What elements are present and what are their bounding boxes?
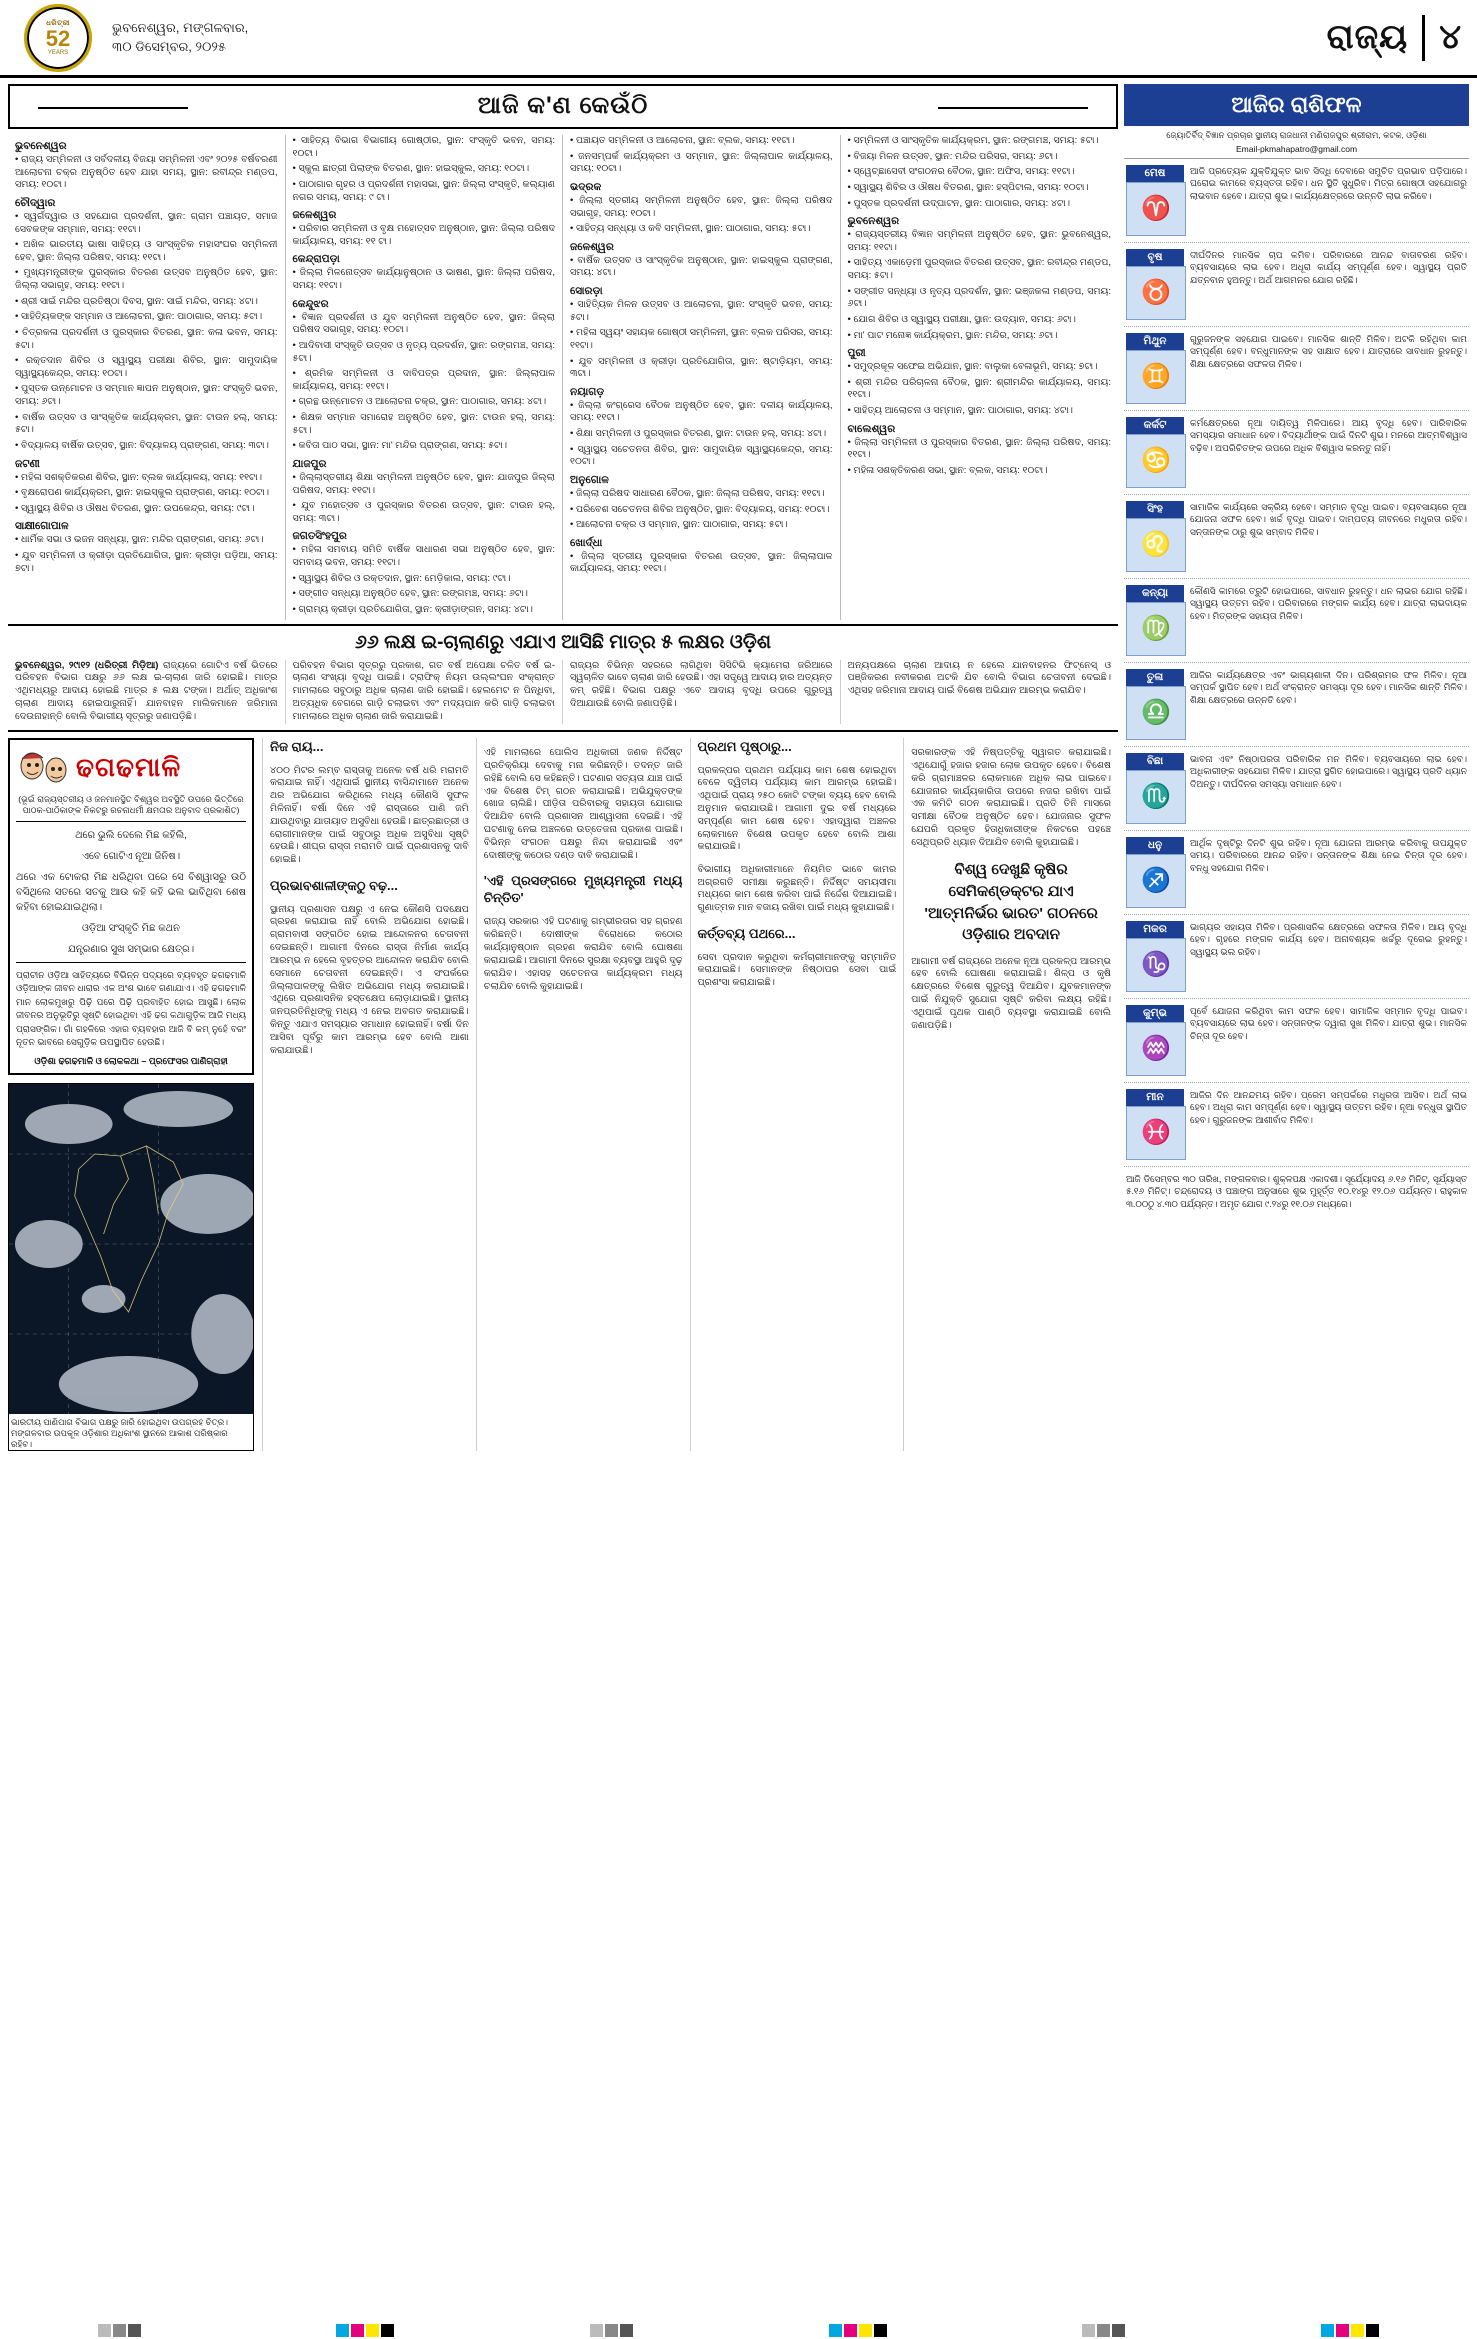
event-city-heading: ଖୋର୍ଦ୍ଧା [570, 536, 603, 549]
zodiac-icon: ♍ [1126, 602, 1186, 656]
event-entry: • ଗ୍ରାମ୍ୟ କ୍ରୀଡ଼ା ପ୍ରତିଯୋଗିତା, ସ୍ଥାନ: କ୍ରୀଡ଼ାଙ୍ଗନ, ସମୟ: ୪ଟା। [292, 603, 533, 615]
horoscope-sign-row [1124, 1083, 1469, 1167]
event-city-heading: ପୁରୀ [847, 347, 866, 360]
event-city-heading: ଜଳେଶ୍ୱର [292, 209, 337, 222]
lower-column-2 [477, 738, 691, 1451]
zodiac-icon: ♌ [1126, 518, 1186, 572]
sign-name: ମିଥୁନ [1126, 333, 1184, 350]
horoscope-sign-row [1124, 159, 1469, 243]
cartoon-line-4: ଓଡ଼ିଆ ସଂସ୍କୃତି ମିଛ କଥନ [81, 922, 181, 934]
event-entry: • ପରିବେଶ ସଚେତନତା ଶିବିର ଅନୁଷ୍ଠିତ, ସ୍ଥାନ: ବିଦ୍ୟାଳୟ, ସମୟ: ୧୦ଟା। [570, 503, 830, 515]
event-city-heading: ସୋରଡ଼ା [570, 285, 603, 297]
event-entry: • ସାହିତ୍ୟ ସନ୍ଧ୍ୟା ଓ କବି ସମ୍ମିଳନୀ, ସ୍ଥାନ: ପାଠାଗାର, ସମୟ: ୫ଟା। [570, 223, 811, 235]
sign-prediction: ଆଜିର କାର୍ଯ୍ୟକ୍ଷେତ୍ର ଏବଂ ଭାଗ୍ୟଶାଳୀ ଦିନ। ପରିଶ୍ରମର ଫଳ ମିଳିବ। ନୂଆ ସମ୍ପର୍କ ସ୍ଥାପିତ ହେବ। ଅର୍ଥ ସଂକ୍ରାନ୍ତ ସମସ୍ୟା ଦୂର ହେବ। ମାନସିକ ଶାନ୍ତି ମିଳିବ। ଶିକ୍ଷା କ୍ଷେତ୍ରରେ ଉନ୍ନତି ହେବ। [1190, 669, 1467, 705]
event-city-heading: ଭୁବନେଶ୍ୱର [847, 215, 900, 228]
event-entry: • ଜିଲ୍ଲା ସ୍ତରୀୟ ପୁରସ୍କାର ବିତରଣ ଉତ୍ସବ, ସ୍ଥାନ: ଜିଲ୍ଲାପାଳ କାର୍ଯ୍ୟାଳୟ, ସମୟ: ୧୧ଟା। [570, 550, 833, 575]
event-entry: • ଜନସମ୍ପର୍କ କାର୍ଯ୍ୟକ୍ରମ ଓ ସମ୍ମାନ, ସ୍ଥାନ: ଜିଲ୍ଲାପାଳ କାର୍ଯ୍ୟାଳୟ, ସମୟ: ୧୦ଟା। [570, 150, 833, 175]
event-entry: • କବିତା ପାଠ ସଭା, ସ୍ଥାନ: ମା' ମନ୍ଦିର ପ୍ରାଙ୍ଗଣ, ସମୟ: ୫ଟା। [292, 440, 508, 452]
event-entry: • ଗ୍ରନ୍ଥ ଉନ୍ମୋଚନ ଓ ଆଲୋଚନା ଚକ୍ର, ସ୍ଥାନ: ପାଠାଗାର, ସମୟ: ୪ଟା। [292, 396, 547, 408]
event-entry: • ମୁଖ୍ୟମନ୍ତ୍ରୀଙ୍କ ପୁରସ୍କାର ବିତରଣ ଉତ୍ସବ ଅନୁଷ୍ଠିତ ହେବ, ସ୍ଥାନ: ଜିଲ୍ଲା ସଭାଗୃହ, ସମୟ: ୧୧ଟା। [15, 267, 278, 291]
event-entry: • ଶ୍ରୀ ମନ୍ଦିର ପରିଚାଳନା ବୈଠକ, ସ୍ଥାନ: ଶ୍ରୀମନ୍ଦିର କାର୍ଯ୍ୟାଳୟ, ସମୟ: ୧୧ଟା। [847, 376, 1111, 401]
sign-name: ତୁଳା [1126, 669, 1184, 686]
sign-badge [1126, 333, 1184, 404]
sign-prediction: ଭାବନା ଏବଂ ନିଷ୍ଠାପରତା ପରିବାରିକ ମନ ମିଳିବ। ବ୍ୟବସାୟରେ ଲାଭ ହେବ। ଅଧିକାରୀଙ୍କ ସହଯୋଗ ମିଳିବ। ଯାତ୍ରା ସ୍ଥଗିତ ହୋଇପାରେ। ସ୍ୱାସ୍ଥ୍ୟ ପ୍ରତି ଧ୍ୟାନ ଦିଅନ୍ତୁ। ଦୀର୍ଘଦିନର ସମସ୍ୟା ସମାଧାନ ହେବ। [1190, 753, 1467, 789]
horoscope-zone [1124, 84, 1469, 1451]
event-city-heading: ଭୁବନେଶ୍ୱର [15, 140, 67, 152]
event-entry: • ସଙ୍ଗୀତ ସନ୍ଧ୍ୟା ଅନୁଷ୍ଠିତ ହେବ, ସ୍ଥାନ: ରଙ୍ଗମଞ୍ଚ, ସମୟ: ୬ଟା। [292, 588, 528, 600]
cartoon-and-satellite-column [8, 738, 263, 1451]
sign-badge [1126, 417, 1184, 488]
events-column [8, 135, 286, 620]
color-swatch [1321, 2324, 1334, 2337]
event-entry: • ମହିଳା ସଶକ୍ତିକରଣ ଶିବିର, ସ୍ଥାନ: ବ୍ଲକ କାର୍ଯ୍ୟାଳୟ, ସମୟ: ୧୧ଟା। [15, 471, 263, 483]
cartoon-line-5: ଯନ୍ତ୍ରଣାର ସୁଖ ସମ୍ଭାର କ୍ଷେତ୍ର। [67, 943, 195, 955]
color-swatch [844, 2324, 857, 2337]
event-entry: • ପାଠାଗାର ଗୃହର ଓ ପ୍ରଦର୍ଶନୀ ମହାସଭା, ସ୍ଥାନ: ଜିଲ୍ଲା ସଂସ୍କୃତି, କଲ୍ୟାଣ ନଗର ସମୟ, ସମୟ: ୯ ଟା। [292, 178, 555, 203]
event-entry: • ସମୁଦ୍ରକୂଳ ସଫେଇ ଅଭିଯାନ, ସ୍ଥାନ: ବାଲୁକା ବେଳାଭୂମି, ସମୟ: ୭ଟା। [847, 361, 1098, 373]
event-entry: • ଆଦିବାସୀ ସଂସ୍କୃତି ଉତ୍ସବ ଓ ନୃତ୍ୟ ପ୍ରଦର୍ଶନ, ସ୍ଥାନ: ରଙ୍ଗମଞ୍ଚ, ସମୟ: ୫ଟା। [292, 339, 555, 364]
event-entry: • ଶିକ୍ଷକ ସମ୍ମାନ ସମାରୋହ ଅନୁଷ୍ଠିତ ହେବ, ସ୍ଥାନ: ଟାଉନ ହଲ୍, ସମୟ: ୫ଟା। [292, 412, 555, 436]
lower-text-columns [263, 738, 1118, 1451]
event-city-heading: ନୟାଗଡ଼ [570, 385, 605, 398]
event-entry: • ପୁସ୍ତକ ପ୍ରଦର୍ଶନୀ ଉଦ୍‌ଘାଟନ, ସ୍ଥାନ: ପାଠାଗାର, ସମୟ: ୪ଟା। [847, 197, 1071, 209]
event-entry: • ଶ୍ରୀ ସାଇଁ ମନ୍ଦିର ପ୍ରତିଷ୍ଠା ଦିବସ, ସ୍ଥାନ: ସାଇଁ ମନ୍ଦିର, ସମୟ: ୪ଟା। [15, 295, 258, 307]
event-entry: • ବିଜୟା ମିଳନ ଉତ୍ସବ, ସ୍ଥାନ: ମନ୍ଦିର ପରିସର, ସମୟ: ୬ଟା। [847, 150, 1058, 162]
swatch-group [336, 2324, 394, 2337]
event-city-heading: ଚୌଦ୍ୱାର [15, 196, 56, 209]
newspaper-logo [10, 6, 106, 70]
logo-top-text: ଧରିତ୍ରୀ [46, 19, 70, 27]
zodiac-icon: ♋ [1126, 434, 1186, 488]
masthead [0, 0, 1477, 78]
sign-prediction: ଆଜିର ଦିନ ଆନନ୍ଦମୟ ରହିବ। ପ୍ରେମ ସମ୍ପର୍କରେ ମଧୁରତା ଆସିବ। ଅର୍ଥ ଲାଭ ହେବ। ଅଧୂରା କାମ ସମ୍ପୂର୍ଣ୍ଣ ହେବ। ସ୍ୱାସ୍ଥ୍ୟ ଉତ୍ତମ ରହିବ। ନୂଆ ବନ୍ଧୁତା ସ୍ଥାପିତ ହେବ। ଗୁରୁଜନଙ୍କ ଆଶୀର୍ବାଦ ମିଳିବ। [1190, 1089, 1467, 1125]
event-entry: • ସାହିତ୍ୟିକ ମିଳନ ଉତ୍ସବ ଓ ଆଲୋଚନା, ସ୍ଥାନ: ସଂସ୍କୃତି ଭବନ, ସମୟ: ୫ଟା। [570, 299, 833, 323]
event-city-heading: ଜଗତସିଂହପୁର [292, 530, 347, 543]
satellite-caption: ଭାରତୀୟ ପାଣିପାଗ ବିଭାଗ ପକ୍ଷରୁ ଜାରି ହୋଇଥିବା ଉପଗ୍ରହ ଚିତ୍ର। ମଙ୍ଗଳବାର ଉପକୂଳ ଓଡ଼ିଶାର ଅଧିକାଂଶ ସ୍ଥାନରେ ଆକାଶ ପରିଷ୍କାର ରହିବ। [11, 1416, 229, 1449]
event-entry: • ରକ୍ତଦାନ ଶିବିର ଓ ସ୍ୱାସ୍ଥ୍ୟ ପରୀକ୍ଷା ଶିବିର, ସ୍ଥାନ: ସାମୁଦାୟିକ ସ୍ୱାସ୍ଥ୍ୟକେନ୍ଦ୍ର, ସମୟ: ୧୦ଟା। [15, 355, 278, 379]
horoscope-sign-row [1124, 411, 1469, 495]
sign-name: କନ୍ୟା [1126, 585, 1184, 602]
sign-name: ବିଛା [1126, 753, 1184, 770]
masthead-date: ୩୦ ଡିସେମ୍ବର, ୨୦୨୫ [112, 38, 227, 54]
lower-col3-head3: କର୍ତ୍ତବ୍ୟ ପଥରେ... [697, 925, 796, 941]
color-swatch [381, 2324, 394, 2337]
event-entry: • ରାଜ୍ୟସ୍ତରୀୟ ବିଜ୍ଞାନ ସମ୍ମିଳନୀ ଅନୁଷ୍ଠିତ ହେବ, ସ୍ଥାନ: ଭୁବନେଶ୍ୱର, ସମୟ: ୧୧ଟା। [847, 229, 1111, 253]
sign-name: ମକର [1126, 921, 1184, 938]
sign-prediction: ଭାଗ୍ୟର ସହାୟତା ମିଳିବ। ପ୍ରଶାସନିକ କ୍ଷେତ୍ରରେ ସଫଳତା ମିଳିବ। ଆୟ ବୃଦ୍ଧି ହେବ। ଗୃହରେ ମଙ୍ଗଳ କାର୍ଯ୍ୟ ହେବ। ଅନାବଶ୍ୟକ ଖର୍ଚ୍ଚରୁ ଦୂରେଇ ରୁହନ୍ତୁ। ସ୍ୱାସ୍ଥ୍ୟ ଭଲ ରହିବ। [1190, 921, 1467, 957]
lower-col3-text3: ସେବା ପ୍ରଦାନ କରୁଥିବା କର୍ମଚାରୀମାନଙ୍କୁ ସମ୍ମାନିତ କରାଯାଇଛି। ସେମାନଙ୍କ ନିଷ୍ଠାପର ସେବା ପାଇଁ ପ୍ରଶଂସା କରାଯାଇଛି। [697, 951, 897, 989]
event-entry: • ରାଜ୍ୟ ସମ୍ମିଳନୀ ଓ ସର୍ବଦଳୀୟ ବିଜୟା ସମ୍ମିଳନୀ ଏବଂ ୨୦୨୫ ବର୍ଷବରଣୀ ଆଲୋଚନା ଚକ୍ର ଅନୁଷ୍ଠିତ ହେବ ଯାହା ସମୟ, ସ୍ଥାନ: ରବୀନ୍ଦ୍ର ମଣ୍ଡପ, ସମୟ: ୧୦ଟା। [15, 154, 278, 191]
lower-col3-text: ପ୍ରକଳ୍ପର ପ୍ରଥମ ପର୍ଯ୍ୟାୟ କାମ ଶେଷ ହୋଇଥିବା ବେଳେ ଦ୍ୱିତୀୟ ପର୍ଯ୍ୟାୟ କାମ ଆରମ୍ଭ ହୋଇଛି। ଏଥିପାଇଁ ପ୍ରାୟ ୨୫୦ କୋଟି ଟଙ୍କା ବ୍ୟୟ ହେବ ବୋଲି ଅନୁମାନ କରାଯାଉଛି। ଆଗାମୀ ଦୁଇ ବର୍ଷ ମଧ୍ୟରେ ସମ୍ପୂର୍ଣ୍ଣ କାମ ଶେଷ ହେବ। ଏହାଦ୍ୱାରା ଅଞ୍ଚଳର ଲୋକମାନେ ବିଶେଷ ଉପକୃତ ହେବେ ବୋଲି ଆଶା କରାଯାଉଛି। [697, 764, 897, 853]
event-entry: • ବିଜ୍ଞାନ ପ୍ରଦର୍ଶନୀ ଓ ଯୁବ ସମ୍ମିଳନୀ ଅନୁଷ୍ଠିତ ହେବ, ସ୍ଥାନ: ଜିଲ୍ଲା ପରିଷଦ ସଭାଗୃହ, ସମୟ: ୧୦ଟା। [292, 311, 555, 336]
masthead-place: ଭୁବନେଶ୍ୱର, ମଙ୍ଗଳବାର, [112, 19, 249, 35]
color-swatch [874, 2324, 887, 2337]
event-entry: • ପୁସ୍ତକ ଉନ୍ମୋଚନ ଓ ସମ୍ମାନ ଜ୍ଞାପନ ଅନୁଷ୍ଠାନ, ସ୍ଥାନ: ସଂସ୍କୃତି ଭବନ, ସମୟ: ୬ଟା। [15, 383, 278, 407]
event-entry: • ସାହିତ୍ୟ ବିଭାଗ ବିଭାଗୀୟ ଗୋଷ୍ଠୀର, ସ୍ଥାନ: ସଂସ୍କୃତି ଭବନ, ସମୟ: ୧୦ଟା। [292, 135, 555, 159]
lower-col4-text: ସରକାରଙ୍କ ଏହି ନିଷ୍ପତ୍ତିକୁ ସ୍ୱାଗତ କରାଯାଇଛି। ଏଥିଯୋଗୁଁ ହଜାର ହଜାର ଲୋକ ଉପକୃତ ହେବେ। ବିଶେଷ କରି ଗ୍ରାମାଞ୍ଚଳର ଲୋକମାନେ ଅଧିକ ଲାଭ ପାଇବେ। ଯୋଜନାର କାର୍ଯ୍ୟକାରିତା ଉପରେ ନଜର ରଖିବା ପାଇଁ ଏକ କମିଟି ଗଠନ କରାଯାଇଛି। ପ୍ରତି ତିନି ମାସରେ ସମୀକ୍ଷା ବୈଠକ ଅନୁଷ୍ଠିତ ହେବ। ଯୋଜନାର ସୁଫଳ ଯେପରି ପ୍ରକୃତ ହିତାଧିକାରୀଙ୍କ ନିକଟରେ ପହଞ୍ଚେ ସେଥିପ୍ରତି ଧ୍ୟାନ ଦିଆଯିବ ବୋଲି କୁହାଯାଇଛି। [911, 747, 1111, 848]
lower-column-1 [263, 738, 477, 1451]
zodiac-icon: ♊ [1126, 350, 1186, 404]
event-entry: • ଧାର୍ମିକ ସଭା ଓ ଭଜନ ସନ୍ଧ୍ୟା, ସ୍ଥାନ: ମନ୍ଦିର ପ୍ରାଙ୍ଗଣ, ସମୟ: ୬ଟା। [15, 534, 264, 546]
sign-prediction: କର୍ମକ୍ଷେତ୍ରରେ ନୂଆ ଦାୟିତ୍ୱ ମିଳିପାରେ। ଆୟ ବୃଦ୍ଧି ହେବ। ପାରିବାରିକ ସମସ୍ୟାର ସମାଧାନ ହେବ। ବିଦ୍ୟାର୍ଥୀଙ୍କ ପାଇଁ ଦିନଟି ଶୁଭ। ମନରେ ଆତ୍ମବିଶ୍ୱାସ ବଢ଼ିବ। ଅପରିଚିତଙ୍କ ଉପରେ ଅଧିକ ବିଶ୍ୱାସ କରନ୍ତୁ ନାହିଁ। [1190, 417, 1467, 453]
sign-prediction: ପୂର୍ବେ ଯୋଜନା କରିଥିବା କାମ ସଫଳ ହେବ। ସାମାଜିକ ସମ୍ମାନ ବୃଦ୍ଧି ପାଇବ। ବ୍ୟବସାୟରେ ଲାଭ ହେବ। ସନ୍ତାନଙ୍କ ଦ୍ୱାରା ସୁଖ ମିଳିବ। ଯାତ୍ରା ଶୁଭ। ମାନସିକ ଚିନ୍ତା ଦୂର ହେବ। [1190, 1005, 1467, 1041]
events-banner-title: ଆଜି କ'ଣ କେଉଁଠି [477, 92, 649, 119]
sign-name: ଧନୁ [1126, 837, 1184, 854]
satellite-image-block [8, 1083, 254, 1451]
events-listing [8, 135, 1118, 626]
zodiac-icon: ♒ [1126, 1022, 1186, 1076]
horoscope-sign-row [1124, 999, 1469, 1083]
zodiac-icon: ♏ [1126, 770, 1186, 824]
section-title: ରାଜ୍ୟ [1326, 18, 1409, 56]
color-swatch [366, 2324, 379, 2337]
events-banner [8, 84, 1118, 129]
event-city-heading: ବାଲେଶ୍ୱର [847, 422, 896, 435]
mid-story-dateline: ଭୁବନେଶ୍ୱର, ୨୯ା୧୨ (ଧରିତ୍ରୀ ମିଡ଼ିଆ) [15, 659, 159, 671]
zodiac-icon: ♐ [1126, 854, 1186, 908]
event-entry: • ମା' ପାଟ ମନୋଜ୍ଞ କାର୍ଯ୍ୟକ୍ରମ, ସ୍ଥାନ: ମନ୍ଦିର, ସମୟ: ୬ଟା। [847, 329, 1058, 341]
horoscope-sign-row [1124, 831, 1469, 915]
page-number: ୪ [1439, 18, 1461, 56]
event-entry: • ସ୍ୱାସ୍ଥ୍ୟ ଶିବିର ଓ ଔଷଧ ବିତରଣ, ସ୍ଥାନ: ହସ୍ପିଟାଲ, ସମୟ: ୧୦ଟା। [847, 181, 1089, 193]
cartoon-illustration [16, 746, 70, 790]
mid-story-col-2: ପରିବହନ ବିଭାଗ ସୂତ୍ରରୁ ପ୍ରକାଶ, ଗତ ବର୍ଷ ଅପେକ୍ଷା ଚଳିତ ବର୍ଷ ଇ-ଚାଲାଣ ସଂଖ୍ୟା ବୃଦ୍ଧି ପାଇଛି। ଟ୍ରାଫିକ୍ ନିୟମ ଉଲ୍ଲଂଘନ ସଂକ୍ରାନ୍ତ ମାମଲାରେ ସବୁଠାରୁ ଅଧିକ ଚାଲାଣ ଜାରି ହୋଇଛି। ହେଲମେଟ ନ ପିନ୍ଧିବା, ଅତ୍ୟଧିକ ବେଗରେ ଗାଡ଼ି ଚଲାଇବା ଏବଂ ମଦ୍ୟପାନ କରି ଗାଡ଼ି ଚଲାଇବା ମାମଲାରେ ଅଧିକ ଚାଲାଣ ଜାରି କରାଯାଇଛି। [286, 660, 564, 724]
event-entry: • ପରିବାର ସମ୍ମିଳନୀ ଓ ବୃକ୍ଷ ମହୋତ୍ସବ ଅନୁଷ୍ଠାନ, ସ୍ଥାନ: ଜିଲ୍ଲା ପରିଷଦ କାର୍ଯ୍ୟାଳୟ, ସମୟ: ୧୧ ଟା। [292, 223, 555, 247]
event-entry: • ସ୍କୁଲ ଛାତ୍ରୀ ପିଲାଙ୍କ ବିତରଣ, ସ୍ଥାନ: ହାଇସ୍କୁଲ, ସମୟ: ୧୦ଟା। [292, 163, 530, 175]
zodiac-icon: ♓ [1126, 1106, 1186, 1160]
mid-story-para-1: ରାଜ୍ୟରେ ଗୋଟିଏ ବର୍ଷ ଭିତରେ ପରିବହନ ବିଭାଗ ପକ୍ଷରୁ ୬୬ ଲକ୍ଷ ଇ-ଚାଲାଣ ଜାରି ହୋଇଛି। ମାତ୍ର ଏଥିମଧ୍ୟରୁ ଆଦାୟ ହୋଇଛି ମାତ୍ର ୫ ଲକ୍ଷ ଟଙ୍କା। ଅର୍ଥାତ୍ ଅଧିକାଂଶ ଚାଲାଣ ଆଦାୟ ହୋଇପାରୁନାହିଁ। ଯାନବାହନ ମାଲିକମାନେ ଜରିମାନା ଦେଉନାହାନ୍ତି ବୋଲି ବିଭାଗୀୟ ସୂତ୍ରରୁ ଜଣାପଡ଼ିଛି। [15, 659, 278, 722]
sign-name: ମୀନ [1126, 1089, 1184, 1106]
lower-col1-text: ୪୦୦ ମିଟର ଲମ୍ବ ରାସ୍ତାକୁ ଅନେକ ବର୍ଷ ଧରି ମରାମତି କରାଯାଇ ନାହିଁ। ଏଥିପାଇଁ ସ୍ଥାନୀୟ ବାସିନ୍ଦାମାନେ ଅନେକ ଥର ଅଭିଯୋଗ କରିଥିଲେ ମଧ୍ୟ କୌଣସି ସୁଫଳ ମିଳିନାହିଁ। ବର୍ଷା ଦିନେ ଏହି ରାସ୍ତାରେ ପାଣି ଜମି ଯାଉଥିବାରୁ ଯାତାୟାତ ଅସୁବିଧା ହେଉଛି। ଛାତ୍ରଛାତ୍ରୀ ଓ ରୋଗୀମାନଙ୍କ ପାଇଁ ସବୁଠାରୁ ଅଧିକ ଅସୁବିଧା ସୃଷ୍ଟି ହେଉଛି। ଶୀଘ୍ର ରାସ୍ତା ମରାମତି ପାଇଁ ପ୍ରଶାସନକୁ ଦାବି ହୋଇଛି। [270, 764, 469, 866]
zodiac-icon: ♉ [1126, 266, 1186, 320]
color-swatch [859, 2324, 872, 2337]
event-city-heading: କେନ୍ଦୁଝର [292, 297, 329, 310]
mid-story-col-4: ଅନ୍ୟପକ୍ଷରେ ଚାଲାଣ ଆଦାୟ ନ ହେଲେ ଯାନବାହନର ଫିଟ୍‌ନେସ୍ ଓ ପଞ୍ଜିକରଣ ନବୀକରଣ ଅଟକି ଯିବ ବୋଲି ବିଭାଗ ଚେତାବନୀ ଦେଇଛି। ଏଥିସହ ଜରିମାନା ଆଦାୟ ପାଇଁ ବିଶେଷ ଅଭିଯାନ ଆରମ୍ଭ କରାଯିବ। [847, 659, 1111, 697]
sign-badge [1126, 837, 1184, 908]
masthead-place-date [112, 19, 248, 57]
event-entry: • ଚିତ୍ରକଳା ପ୍ରଦର୍ଶନୀ ଓ ପୁରସ୍କାର ବିତରଣ, ସ୍ଥାନ: କଳା ଭବନ, ସମୟ: ୫ଟା। [15, 326, 278, 351]
event-entry: • ସାହିତ୍ୟ ଆଲୋଚନା ଓ ସମ୍ମାନ, ସ୍ଥାନ: ପାଠାଗାର, ସମୟ: ୪ଟା। [847, 405, 1073, 416]
event-entry: • ଜିଲ୍ଲାସ୍ତରୀୟ ଶିକ୍ଷା ସମ୍ମିଳନୀ ଅନୁଷ୍ଠିତ ହେବ, ସ୍ଥାନ: ଯାଜପୁର ଜିଲ୍ଲା ପରିଷଦ, ସମୟ: ୧୧ଟା। [292, 471, 555, 496]
dhaga-dhamali-box [8, 738, 254, 1075]
panchanga-footer: ଆଜି ଡିସେମ୍ବର ୩୦ ତାରିଖ, ମଙ୍ଗଳବାର। ଶୁକ୍ଳପକ୍ଷ ଏକାଦଶୀ। ସୂର୍ଯ୍ୟୋଦୟ ୬.୧୬ ମିନିଟ୍, ସୂର୍ଯ୍ୟାସ୍ତ ୫.୧୬ ମିନିଟ୍। ଚନ୍ଦ୍ରୋଦୟ ଓ ପଞ୍ଚାଙ୍ଗ ଅନୁସାରେ ଶୁଭ ମୁହୂର୍ତ୍ତ ୧୦.୧୪ରୁ ୧୨.୦୬ ପର୍ଯ୍ୟନ୍ତ। ରାହୁକାଳ ୩.୦୦ଠୁ ୪.୩୦ ପର୍ଯ୍ୟନ୍ତ। ଅମୃତ ଯୋଗ ୯.୨୪ରୁ ୧୧.୦୬ ମଧ୍ୟରେ। [1126, 1173, 1467, 1209]
satellite-image [9, 1084, 253, 1414]
mid-story-col-3: ରାଜ୍ୟର ବିଭିନ୍ନ ସହରରେ ଲାଗିଥିବା ସିସିଟିଭି କ୍ୟାମେରା ଜରିଆରେ ସ୍ୱଚାଳିତ ଭାବେ ଚାଲାଣ ଜାରି ହେଉଛି। ଏହା ସତ୍ତ୍ୱେ ଆଦାୟ ହାର ଅତ୍ୟନ୍ତ କମ୍ ରହିଛି। ବିଭାଗ ପକ୍ଷରୁ ଏବେ ଆଦାୟ ବୃଦ୍ଧି ଉପରେ ଗୁରୁତ୍ୱ ଦିଆଯାଉଛି ବୋଲି ଜଣାପଡ଼ିଛି। [563, 660, 841, 724]
horoscope-sign-row [1124, 915, 1469, 999]
sign-prediction: ଗୁରୁଜନଙ୍କ ସହଯୋଗ ପାଇବେ। ମାନସିକ ଶାନ୍ତି ମିଳିବ। ଅଟକି ରହିଥିବା କାମ ସମ୍ପୂର୍ଣ୍ଣ ହେବ। ବନ୍ଧୁମାନଙ୍କ ସହ ସାକ୍ଷାତ ହେବ। ଯାତ୍ରାରେ ସାବଧାନ ରୁହନ୍ତୁ। ଶିକ୍ଷା କ୍ଷେତ୍ରରେ ସଫଳତା ମିଳିବ। [1190, 333, 1467, 369]
event-city-heading: ସାକ୍ଷୀଗୋପାଳ [15, 520, 69, 533]
event-city-heading: ଅନୁଗୋଳ [570, 473, 609, 486]
lower-col2-text2: ରାଜ୍ୟ ସରକାର ଏହି ଘଟଣାକୁ ଗମ୍ଭୀରତାର ସହ ଗ୍ରହଣ କରିଛନ୍ତି। ଦୋଷୀଙ୍କ ବିରୋଧରେ କଠୋର କାର୍ଯ୍ୟାନୁଷ୍ଠାନ ଗ୍ରହଣ କରାଯିବ ବୋଲି ଘୋଷଣା କରାଯାଇଛି। ଆଗାମୀ ଦିନରେ ସୁରକ୍ଷା ବ୍ୟବସ୍ଥା ଆହୁରି ଦୃଢ଼ କରାଯିବ। ଏହାସହ ସଚେତନତା କାର୍ଯ୍ୟକ୍ରମ ମଧ୍ୟ ଚଲାଯିବ ବୋଲି କୁହାଯାଇଛି। [483, 916, 683, 992]
lower-col4-text2: ଆଗାମୀ ବର୍ଷ ରାଜ୍ୟରେ ଅନେକ ନୂଆ ପ୍ରକଳ୍ପ ଆରମ୍ଭ ହେବ ବୋଲି ଘୋଷଣା କରାଯାଇଛି। ଶିଳ୍ପ ଓ କୃଷି କ୍ଷେତ୍ରରେ ବିଶେଷ ଗୁରୁତ୍ୱ ଦିଆଯିବ। ଯୁବକମାନଙ୍କ ପାଇଁ ନିଯୁକ୍ତି ସୁଯୋଗ ସୃଷ୍ଟି କରିବା ଲକ୍ଷ୍ୟ ରହିଛି। ଏଥିପାଇଁ ପୃଥକ ପାଣ୍ଠି ବ୍ୟବସ୍ଥା କରାଯାଇଛି ବୋଲି ଜଣାପଡ଼ିଛି। [911, 955, 1111, 1031]
cartoon-line-3: ଥରେ ଏକ ଟୋକରା ମିଛ ଧରିଥିବା ପରେ ସେ ବିଶ୍ୱାସରୁ ଉଠି ବସିଥିଲେ ସତରେ ସତକୁ ଆଉ କହି କହି ଭଲ ଭାବିଥିବା ଶେଷ କହିବା ହୋଇଯାଇଥିଲା। [16, 871, 246, 913]
event-entry: • ଜିଲ୍ଲା ସ୍ତରୀୟ ସମ୍ମିଳନୀ ଅନୁଷ୍ଠିତ ହେବ, ସ୍ଥାନ: ଜିଲ୍ଲା ପରିଷଦ ସଭାଗୃହ, ସମୟ: ୧୦ଟା। [570, 194, 833, 219]
lower-col3-text2: ବିଭାଗୀୟ ଅଧିକାରୀମାନେ ନିୟମିତ ଭାବେ କାମର ଅଗ୍ରଗତି ସମୀକ୍ଷା କରୁଛନ୍ତି। ନିର୍ଦ୍ଦିଷ୍ଟ ସମୟସୀମା ମଧ୍ୟରେ କାମ ଶେଷ କରିବା ପାଇଁ ନିର୍ଦ୍ଦେଶ ଦିଆଯାଇଛି। ଗୁଣାତ୍ମକ ମାନ ବଜାୟ ରଖିବା ପାଇଁ ମଧ୍ୟ କୁହାଯାଇଛି। [697, 863, 897, 914]
swatch-group [98, 2324, 141, 2337]
sign-name: କର୍କଟ [1126, 417, 1184, 434]
horoscope-sign-row [1124, 495, 1469, 579]
sign-badge [1126, 501, 1184, 572]
cartoon-subtitle: (ଭୂଇଁ ରାଜ୍ୟସ୍ତରୀୟ ଓ ଜନମାନସ୍ଥିତ ବିଶ୍ୱର ଅବସ୍ଥିତି ଉପରେ ଭିତ୍ତିରେ ପାଠକ-ପାଠିକାଙ୍କ ନିକଟରୁ ରଚନାଧର୍ମୀ କ୍ଷମତାର ଅନୁବାଦ ପ୍ରକାଶିତ) [18, 793, 244, 815]
sign-prediction: କୌଣସି କାମରେ ତ୍ରୁଟି ହୋଇପାରେ, ସାବଧାନ ରୁହନ୍ତୁ। ଧନ ଲାଭର ଯୋଗ ରହିଛି। ସ୍ୱାସ୍ଥ୍ୟ ଉତ୍ତମ ରହିବ। ପରିବାରରେ ମଙ୍ଗଳ କାର୍ଯ୍ୟ ହେବ। ଯାତ୍ରା ଲାଭଦାୟକ ହେବ। ମିତ୍ରଙ୍କ ସହାୟତା ମିଳିବ। [1190, 585, 1467, 621]
event-entry: • ମହିଳା ସମବାୟ ସମିତି ବାର୍ଷିକ ସାଧାରଣ ସଭା ଅନୁଷ୍ଠିତ ହେବ, ସ୍ଥାନ: ସମବାୟ ଭବନ, ସମୟ: ୧୧ଟା। [292, 544, 555, 568]
event-city-heading: ଭଦ୍ରକ [570, 180, 602, 193]
page-content [0, 78, 1477, 1451]
event-entry: • ଯୁବ ମହୋତ୍ସବ ଓ ପୁରସ୍କାର ବିତରଣ ଉତ୍ସବ, ସ୍ଥାନ: ଟାଉନ ହଲ୍, ସମୟ: ୩ଟା। [292, 500, 555, 524]
horoscope-sign-row [1124, 747, 1469, 831]
event-entry: • ଆଲୋଚନା ଚକ୍ର ଓ ସମ୍ମାନ, ସ୍ଥାନ: ପାଠାଗାର, ସମୟ: ୫ଟା। [570, 519, 788, 531]
horoscope-byline: ଜ୍ୟୋତିର୍ବିଦ୍ ବିଜ୍ଞାନ ପ୍ରଚାର ସ୍ଥାନୀୟ ରାଜଧାନୀ ମଣିରାଜପୁର ଶ୍ରୀରାମ, କଟକ, ଓଡ଼ିଶା [1166, 130, 1427, 140]
event-entry: • ଶିକ୍ଷା ସମ୍ମିଳନୀ ଓ ପୁରସ୍କାର ବିତରଣ, ସ୍ଥାନ: ଟାଉନ ହଲ୍, ସମୟ: ୪ଟା। [570, 428, 827, 439]
event-city-heading: ଜଟଣୀ [15, 457, 40, 470]
lower-column-4 [904, 738, 1118, 1451]
event-entry: • ସ୍ୱାସ୍ଥ୍ୟ ଶିବିର ଓ ରକ୍ତଦାନ, ସ୍ଥାନ: ମେଡ଼ିକାଲ, ସମୟ: ୯ଟା। [292, 572, 511, 584]
logo-years-label: YEARS [47, 49, 69, 56]
cartoon-credit: ଓଡ଼ିଶା ଢଗଢମାଳି ଓ ଲୋକକଥା – ପ୍ରଫେସର ପାଣିଗ୍ରାହୀ [34, 1055, 228, 1066]
sign-prediction: ସାମାଜିକ କାର୍ଯ୍ୟରେ ସକ୍ରିୟ ହେବେ। ସମ୍ମାନ ବୃଦ୍ଧି ପାଇବ। ବ୍ୟବସାୟରେ ନୂଆ ଯୋଜନା ସଫଳ ହେବ। ଖର୍ଚ୍ଚ ବୃଦ୍ଧି ପାଇବ। ଦାମ୍ପତ୍ୟ ଜୀବନରେ ମଧୁରତା ରହିବ। ସନ୍ତାନଙ୍କ ଠାରୁ ଶୁଭ ସମ୍ବାଦ ମିଳିବ। [1190, 501, 1467, 537]
event-entry: • ସଙ୍ଗୀତ ସନ୍ଧ୍ୟା ଓ ନୃତ୍ୟ ପ୍ରଦର୍ଶନ, ସ୍ଥାନ: ଭଞ୍ଜକଳା ମଣ୍ଡପ, ସମୟ: ୬ଟା। [847, 285, 1111, 310]
sign-name: କୁମ୍ଭ [1126, 1005, 1184, 1022]
swatch-group [1082, 2324, 1125, 2337]
event-entry: • ସ୍ୱାସ୍ଥ୍ୟ ସଚେତନତା ଶିବିର, ସ୍ଥାନ: ସାମୁଦାୟିକ ସ୍ୱାସ୍ଥ୍ୟକେନ୍ଦ୍ର, ସମୟ: ୧୦ଟା। [570, 443, 833, 468]
swatch-group [829, 2324, 887, 2337]
color-swatch [829, 2324, 842, 2337]
logo-anniversary-number: 52 [45, 25, 71, 51]
event-entry: • ବୃକ୍ଷରୋପଣ କାର୍ଯ୍ୟକ୍ରମ, ସ୍ଥାନ: ହାଇସ୍କୁଲ ପ୍ରାଙ୍ଗଣ, ସମୟ: ୧୦ଟା। [15, 487, 269, 499]
event-entry: • ସମ୍ମିଳନୀ ଓ ସାଂସ୍କୃତିକ କାର୍ଯ୍ୟକ୍ରମ, ସ୍ଥାନ: ରଙ୍ଗମଞ୍ଚ, ସମୟ: ୫ଟା। [847, 135, 1099, 146]
event-entry: • ବାର୍ଷିକ ଉତ୍ସବ ଓ ସାଂସ୍କୃତିକ କାର୍ଯ୍ୟକ୍ରମ, ସ୍ଥାନ: ଟାଉନ ହଲ୍, ସମୟ: ୫ଟା। [15, 411, 278, 436]
lower-col1-head: ନିଜ ରାୟ... [270, 738, 324, 754]
event-entry: • ଯୁବ ସମ୍ମିଳନୀ ଓ କ୍ରୀଡ଼ା ପ୍ରତିଯୋଗିତା, ସ୍ଥାନ: କ୍ରୀଡ଼ା ପଡ଼ିଆ, ସମୟ: ୭ଟା। [15, 550, 278, 574]
left-zone [8, 84, 1118, 1451]
mid-story-headline: ୬୬ ଲକ୍ଷ ଇ-ଚାଲାଣରୁ ଏଯାଏ ଆସିଛି ମାତ୍ର ୫ ଲକ୍ଷର ଓଡ଼ିଶ [354, 631, 772, 653]
events-column [563, 135, 841, 620]
masthead-divider [1422, 15, 1425, 61]
color-swatch [351, 2324, 364, 2337]
event-entry: • ସ୍ୱେଚ୍ଛାସେବୀ ସଂଗଠନର ବୈଠକ, ସ୍ଥାନ: ଅଫିସ, ସମୟ: ୧୧ଟା। [847, 166, 1075, 178]
lower-col2-head2: 'ଏହି ପ୍ରସଙ୍ଗରେ ମୁଖ୍ୟମନ୍ତ୍ରୀ ମଧ୍ୟ ଚିନ୍ତିତ' [483, 872, 683, 906]
event-entry: • ଜିଲ୍ଲା ପରିଷଦ ସାଧାରଣ ବୈଠକ, ସ୍ଥାନ: ଜିଲ୍ଲା ପରିଷଦ, ସମୟ: ୧୧ଟା। [570, 487, 825, 499]
event-entry: • ସାହିତ୍ୟିକଙ୍କ ସମ୍ମାନ ଓ ଆଲୋଚନା, ସ୍ଥାନ: ପାଠାଗାର, ସମୟ: ୫ଟା। [15, 311, 263, 323]
mid-story-col-1 [8, 660, 286, 724]
event-entry: • ବାର୍ଷିକ ଉତ୍ସବ ଓ ସାଂସ୍କୃତିକ ଅନୁଷ୍ଠାନ, ସ୍ଥାନ: ହାଇସ୍କୁଲ ପ୍ରାଙ୍ଗଣ, ସମୟ: ୪ଟା। [570, 254, 833, 279]
event-entry: • ଜିଲ୍ଲା ସମ୍ମିଳନୀ ଓ ପୁରସ୍କାର ବିତରଣ, ସ୍ଥାନ: ଜିଲ୍ଲା ପରିଷଦ, ସମୟ: ୧୧ଟା। [847, 436, 1111, 461]
sign-badge [1126, 249, 1184, 320]
swatch-group [1321, 2324, 1379, 2337]
sign-badge [1126, 921, 1184, 992]
lower-col1-text2: ସ୍ଥାନୀୟ ପ୍ରଶାସନ ପକ୍ଷରୁ ଏ ନେଇ କୌଣସି ପଦକ୍ଷେପ ଗ୍ରହଣ କରାଯାଇ ନାହିଁ ବୋଲି ଅଭିଯୋଗ ହୋଇଛି। ଗ୍ରାମବାସୀ ସଙ୍ଗଠିତ ହୋଇ ଆନ୍ଦୋଳନର ଚେତାବନୀ ଦେଇଛନ୍ତି। ଆଗାମୀ ଦିନରେ ରାସ୍ତା ନିର୍ମାଣ କାର୍ଯ୍ୟ ଆରମ୍ଭ ନ ହେଲେ ବୃହତ୍ତର ଆନ୍ଦୋଳନ କରାଯିବ ବୋଲି ସେମାନେ ଚେତାବନୀ ଦେଇଛନ୍ତି। ଏ ସଂପର୍କରେ ଜିଲ୍ଲାପାଳଙ୍କୁ ଲିଖିତ ଅଭିଯୋଗ ମଧ୍ୟ କରାଯାଇଛି। ଏଥିରେ ପ୍ରଶାସନିକ ହସ୍ତକ୍ଷେପ ଲୋଡ଼ାଯାଇଛି। ସ୍ଥାନୀୟ ଜନପ୍ରତିନିଧିଙ୍କୁ ମଧ୍ୟ ଏ ନେଇ ଅବଗତ କରାଯାଇଛି। କିନ୍ତୁ ଏଯାଏ ସମସ୍ୟାର ସମାଧାନ ହୋଇନାହିଁ। ବର୍ଷା ଦିନ ଆସିବା ପୂର୍ବରୁ କାମ ଆରମ୍ଭ ହେବ ବୋଲି ଆଶା କରାଯାଉଛି। [270, 903, 469, 1056]
events-column [841, 135, 1119, 620]
events-column [286, 135, 564, 620]
cartoon-body-text: ପ୍ରାଚୀନ ଓଡ଼ିଆ ସାହିତ୍ୟରେ ବିଭିନ୍ନ ପଦ୍ୟରେ ବ୍ୟବହୃତ ଢଗଢମାଳି ଓଡ଼ିଆଙ୍କ ଜୀବନ ଧାରାର ଏକ ଅଂଶ ଭାବେ ଗଣାଯାଏ। ଏହି ଢଗଢମାଳି ମାନ ଲୋକମୁଖରୁ ପିଢ଼ି ପରେ ପିଢ଼ି ପ୍ରବାହିତ ହୋଇ ଆସୁଛି। ଲୋକ ଜୀବନର ଅନୁଭୂତିରୁ ସୃଷ୍ଟି ହୋଇଥିବା ଏହି ଢଗ କଥାଗୁଡ଼ିକ ଆଜି ମଧ୍ୟ ପ୍ରାସଙ୍ଗିକ। ଗାଁ ଗହଳିରେ ଏହାର ବ୍ୟବହାର ଆଜି ବି କମ୍ ନୁହେଁ ବରଂ ନୂତନ ଭାବରେ ସେଗୁଡ଼ିକ ଉପସ୍ଥାପିତ ହେଉଛି। [16, 969, 246, 1048]
event-entry: • ଯୋଗ ଶିବିର ଓ ସ୍ୱାସ୍ଥ୍ୟ ପରୀକ୍ଷା, ସ୍ଥାନ: ଉଦ୍ୟାନ, ସମୟ: ୬ଟା। [847, 313, 1076, 325]
horoscope-sign-row [1124, 579, 1469, 663]
horoscope-signs-list [1124, 159, 1469, 1167]
lower-col3-head: ପ୍ରଥମ ପୃଷ୍ଠାରୁ... [697, 738, 792, 754]
print-registration-bar [0, 2321, 1477, 2339]
event-entry: • ପଞ୍ଚାୟତ ସମ୍ମିଳନୀ ଓ ଆଲୋଚନା, ସ୍ଥାନ: ବ୍ଲକ, ସମୟ: ୧୧ଟା। [570, 135, 795, 146]
event-entry: • ଶ୍ରମିକ ସମ୍ମିଳନୀ ଓ ଦାବିପତ୍ର ପ୍ରଦାନ, ସ୍ଥାନ: ଜିଲ୍ଲାପାଳ କାର୍ଯ୍ୟାଳୟ, ସମୟ: ୧୧ଟା। [292, 368, 555, 392]
lower-col2-text: ଏହି ମାମଲାରେ ପୋଲିସ ଅଧିକାରୀ ଜଣକ ନିର୍ଦ୍ଦିଷ୍ଟ ପ୍ରତିକ୍ରିୟା ଦେବାକୁ ମନା କରିଛନ୍ତି। ତଦନ୍ତ ଜାରି ରହିଛି ବୋଲି ସେ କହିଛନ୍ତି। ଘଟଣାର ସତ୍ୟତା ଯାଞ୍ଚ ପାଇଁ ଏକ ବିଶେଷ ଟିମ୍ ଗଠନ କରାଯାଇଛି। ଅଭିଯୁକ୍ତଙ୍କ ଖୋଜ ଚାଲିଛି। ପୀଡ଼ିତା ପରିବାରକୁ ସହାୟତା ଯୋଗାଇ ଦିଆଯିବ ବୋଲି ପ୍ରଶାସନ ଆଶ୍ୱାସନା ଦେଇଛି। ଏହି ଘଟଣାକୁ ନେଇ ଅଞ୍ଚଳରେ ଉତ୍ତେଜନା ପ୍ରକାଶ ପାଇଛି। ବିଭିନ୍ନ ସଂଗଠନ ପକ୍ଷରୁ ନିନ୍ଦା କରାଯାଇଛି ଏବଂ ଦୋଷୀଙ୍କୁ କଠୋର ଦଣ୍ଡ ଦାବି କରାଯାଇଛି। [483, 747, 683, 861]
lower-col1-head2: ପ୍ରଭାବଶାଳୀଙ୍କଠୁ ବଢ଼... [270, 877, 398, 893]
lower-section [8, 732, 1118, 1451]
horoscope-title: ଆଜିର ରାଶିଫଳ [1124, 84, 1469, 126]
event-city-heading: କେନ୍ଦ୍ରାପଡ଼ା [292, 253, 340, 266]
event-entry: • ବିଦ୍ୟାଳୟ ବାର୍ଷିକ ଉତ୍ସବ, ସ୍ଥାନ: ବିଦ୍ୟାଳୟ ପ୍ରାଙ୍ଗଣ, ସମୟ: ୩ଟା। [15, 439, 269, 451]
event-city-heading: ଜଳେଶ୍ୱର [570, 240, 614, 253]
sign-badge [1126, 1089, 1184, 1160]
sign-badge [1126, 165, 1184, 236]
event-entry: • ମହିଳା ସଶକ୍ତିକରଣ ସଭା, ସ୍ଥାନ: ବ୍ଲକ, ସମୟ: ୧୦ଟା। [847, 464, 1048, 476]
event-entry: • ଜିଲ୍ଲା ମିଳନୋତ୍ସବ କାର୍ଯ୍ୟାନୁଷ୍ଠାନ ଓ ଭାଷଣ, ସ୍ଥାନ: ଜିଲ୍ଲା ପରିଷଦ, ସମୟ: ୧୧ଟା। [292, 267, 555, 291]
sign-badge [1126, 669, 1184, 740]
horoscope-sign-row [1124, 663, 1469, 747]
zodiac-icon: ♑ [1126, 938, 1186, 992]
color-swatch [336, 2324, 349, 2337]
sign-badge [1126, 585, 1184, 656]
mid-story [8, 626, 1118, 732]
event-entry: • ସାହିତ୍ୟ ଏକାଡ଼େମୀ ପୁରସ୍କାର ବିତରଣ ଉତ୍ସବ, ସ୍ଥାନ: ରବୀନ୍ଦ୍ର ମଣ୍ଡପ, ସମୟ: ୫ଟା। [847, 257, 1111, 281]
horoscope-sign-row [1124, 243, 1469, 327]
event-entry: • ମହିଳା ସ୍ୱୟଂ ସହାୟକ ଗୋଷ୍ଠୀ ସମ୍ମିଳନୀ, ସ୍ଥାନ: ବ୍ଲକ ପରିସର, ସମୟ: ୧୧ଟା। [570, 327, 833, 351]
event-city-heading: ଯାଜପୁର [292, 457, 327, 470]
pull-quote: ବିଶ୍ୱ ଦେଖୁଛି କୃଷିର ସେମିକଣ୍ଡକ୍ଟର ଯାଏ 'ଆତ୍ମନିର୍ଭର ଭାରତ' ଗଠନରେ ଓଡ଼ିଶାର ଅବଦାନ [924, 861, 1098, 944]
color-swatch [1366, 2324, 1379, 2337]
color-swatch [1336, 2324, 1349, 2337]
zodiac-icon: ♎ [1126, 686, 1186, 740]
sign-prediction: ଆର୍ଥିକ ଦୃଷ୍ଟିରୁ ଦିନଟି ଶୁଭ ରହିବ। ନୂଆ ଯୋଜନା ଆରମ୍ଭ କରିବାକୁ ଉପଯୁକ୍ତ ସମୟ। ପରିବାରରେ ଆନନ୍ଦ ରହିବ। ସନ୍ତାନଙ୍କ ଶିକ୍ଷା ନେଇ ଚିନ୍ତା ଦୂର ହେବ। ବନ୍ଧୁ ସହଯୋଗ ମିଳିବ। [1190, 837, 1467, 873]
horoscope-email[interactable]: Email-pkmahapatro@gmail.com [1124, 144, 1469, 159]
color-swatch [1351, 2324, 1364, 2337]
event-entry: • ଯୁବ ସମ୍ମିଳନୀ ଓ କ୍ରୀଡ଼ା ପ୍ରତିଯୋଗିତା, ସ୍ଥାନ: ଷ୍ଟାଡ଼ିୟମ, ସମୟ: ୩ଟା। [570, 355, 833, 380]
event-entry: • ସ୍ୱର୍ଗଦ୍ୱାର ଓ ସହଯୋଗ ପ୍ରଦର୍ଶନୀ, ସ୍ଥାନ: ଗ୍ରାମ ପଞ୍ଚାୟତ, ସମାଜ ସେବକଙ୍କ ସମ୍ମାନ, ସମୟ: ୧୧ଟା। [15, 210, 278, 235]
masthead-section-group [1327, 15, 1467, 61]
event-entry: • ସ୍ୱାସ୍ଥ୍ୟ ଶିବିର ଓ ଔଷଧ ବିତରଣ, ସ୍ଥାନ: ଉପକେନ୍ଦ୍ର, ସମୟ: ୯ଟା। [15, 502, 255, 514]
sign-name: ବୃଷ [1126, 249, 1184, 266]
horoscope-sign-row [1124, 327, 1469, 411]
cartoon-line-2: ଏବେ ଗୋଟିଏ ନୂଆ ଜିନିଷ। [81, 850, 181, 862]
zodiac-icon: ♈ [1126, 182, 1186, 236]
cartoon-line-1: ଥରେ ଭୁଲି ଦେଲେ ମିଛ କହିଲି, [75, 829, 187, 841]
sign-name: ସିଂହ [1126, 501, 1184, 518]
event-entry: • ଅଖିଳ ଭାରତୀୟ ଭାଷା ସାହିତ୍ୟ ଓ ସାଂସ୍କୃତିକ ମହାସଂଘର ସମ୍ମିଳନୀ ହେବ, ସ୍ଥାନ: ଜିଲ୍ଲା ପରିଷଦ, ସମୟ: ୧୧ଟା। [15, 239, 278, 263]
sign-badge [1126, 753, 1184, 824]
sign-prediction: ଦୀର୍ଘଦିନର ମାନସିକ ଚାପ କମିବ। ପରିବାରରେ ଆନନ୍ଦ ବାତାବରଣ ରହିବ। ବ୍ୟବସାୟରେ ଲାଭ ହେବ। ଅଧୂରା କାର୍ଯ୍ୟ ସମ୍ପୂର୍ଣ୍ଣ ହେବ। ସ୍ୱାସ୍ଥ୍ୟ ପ୍ରତି ଯତ୍ନବାନ ହୁଅନ୍ତୁ। ଅର୍ଥ ଆଗମନର ଯୋଗ ରହିଛି। [1190, 249, 1467, 285]
sign-name: ମେଷ [1126, 165, 1184, 182]
sign-badge [1126, 1005, 1184, 1076]
sign-prediction: ଆଜି ପ୍ରତ୍ୟେକ ଯୁକ୍ତିଯୁକ୍ତ ଭାବ ସିଦ୍ଧି ଦେବାରେ ସମୁଚିତ ପ୍ରଭାବ ପଡ଼ିପାରେ। ଘରୋଇ କାମରେ ବ୍ୟସ୍ତତା ରହିବ। ଧନ ସ୍ଥିତି ସୁଧୁରିବ। ମିତ୍ର ଗୋଷ୍ଠୀ ସହଯୋଗରୁ ଲାଭବାନ ହେବେ। ଯାତ୍ରା ଶୁଭ। କାର୍ଯ୍ୟକ୍ଷେତ୍ରରେ ଉନ୍ନତି ଲାଭ କରିବେ। [1190, 165, 1467, 201]
lower-column-3 [691, 738, 905, 1451]
cartoon-title: ଢଗଢମାଳି [76, 751, 182, 782]
event-entry: • ଜିଲ୍ଲା କଂଗ୍ରେସ ବୈଠକ ଅନୁଷ୍ଠିତ ହେବ, ସ୍ଥାନ: ଦଳୀୟ କାର୍ଯ୍ୟାଳୟ, ସମୟ: ୧୧ଟା। [570, 399, 833, 424]
swatch-group [590, 2324, 633, 2337]
